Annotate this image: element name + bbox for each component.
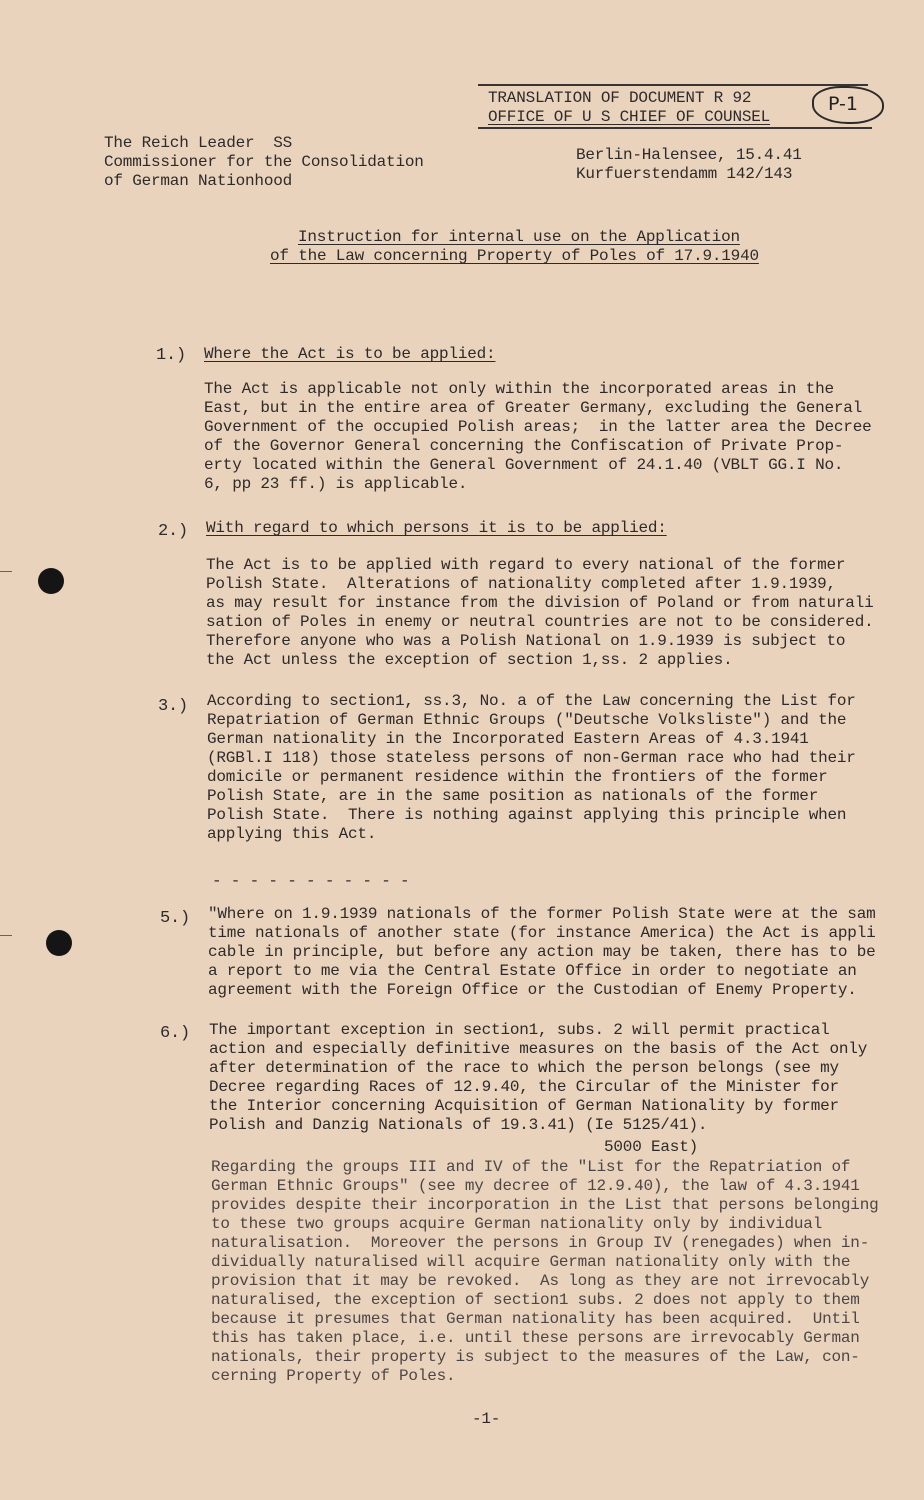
section6-para2-line: naturalisation. Moreover the persons in Group IV (renegades) when in-: [211, 1234, 870, 1252]
omission-separator: - - - - - - - - - - -: [212, 872, 410, 890]
document-title-line1: Instruction for internal use on the Application: [298, 228, 740, 246]
section3-line: Polish State, are in the same position as nationals of the former: [207, 787, 819, 805]
binder-hole-bottom: [46, 930, 72, 956]
section1-number: 1.): [156, 346, 187, 365]
section3-line: applying this Act.: [207, 825, 377, 843]
section6-number: 6.): [160, 1024, 191, 1043]
margin-tick: [0, 571, 12, 572]
section1-line: 6, pp 23 ff.) is applicable.: [204, 475, 468, 493]
section2-line: Therefore anyone who was a Polish National on 1.9.1939 is subject to: [206, 632, 846, 650]
section3-line: Repatriation of German Ethnic Groups ("Deutsche Volksliste") and the: [207, 711, 847, 729]
section6-para2-line: dividually naturalised will acquire German nationality only with the: [211, 1253, 851, 1271]
exhibit-tag: [812, 86, 884, 124]
sender-block: [104, 134, 424, 191]
sender-line1: The Reich Leader SS: [104, 134, 293, 152]
section6-line: after determination of the race to which the person belongs (see my: [209, 1059, 839, 1077]
section2-number: 2.): [158, 522, 189, 541]
exhibit-tag-text: P-1: [828, 93, 858, 115]
section1-line: erty located within the General Government of 24.1.40 (VBLT GG.I No.: [204, 456, 844, 474]
translation-header-line2: OFFICE OF U S CHIEF OF COUNSEL: [488, 108, 771, 126]
section6-line: The important exception in section1, subs. 2 will permit practical: [209, 1021, 830, 1039]
section6-reference-denominator: 5000 East): [604, 1138, 699, 1156]
section6-para2-line: to these two groups acquire German nationality only by individual: [211, 1215, 823, 1233]
section5-body: [208, 905, 876, 1000]
section6-body: [209, 1021, 867, 1135]
section6-para2-line: nationals, their property is subject to the measures of the Law, con-: [211, 1348, 860, 1366]
section6-paragraph2: [211, 1158, 879, 1386]
section6-para2-line: German Ethnic Groups" (see my decree of 12.9.40), the law of 4.3.1941: [211, 1177, 860, 1195]
section2-line: sation of Poles in enemy or neutral countries are not to be considered.: [206, 613, 874, 631]
section3-body: [207, 692, 856, 844]
sender-line3: of German Nationhood: [104, 172, 293, 190]
binder-hole-top: [38, 568, 64, 594]
section3-number: 3.): [158, 697, 189, 716]
section2-line: the Act unless the exception of section 1,ss. 2 applies.: [206, 651, 733, 669]
section2-heading: With regard to which persons it is to be applied:: [206, 519, 667, 537]
location-block: [576, 146, 802, 184]
section3-line: Polish State. There is nothing against applying this principle when: [207, 806, 847, 824]
section5-line: "Where on 1.9.1939 nationals of the former Polish State were at the sam: [208, 905, 876, 923]
section6-para2-line: naturalised, the exception of section1 subs. 2 does not apply to them: [211, 1291, 860, 1309]
location-line2: Kurfuerstendamm 142/143: [576, 165, 793, 183]
margin-tick: [0, 935, 12, 936]
section3-line: (RGBl.I 118) those stateless persons of non-German race who had their: [207, 749, 856, 767]
section3-line: domicile or permanent residence within the frontiers of the former: [207, 768, 828, 786]
section6-line: action and especially definitive measures on the basis of the Act only: [209, 1040, 868, 1058]
header-top-rule: [478, 84, 868, 86]
section1-line: Government of the occupied Polish areas; in the latter area the Decree: [204, 418, 872, 436]
section6-line: Decree regarding Races of 12.9.40, the Circular of the Minister for: [209, 1078, 839, 1096]
section5-line: a report to me via the Central Estate Office in order to negotiate an: [208, 962, 857, 980]
header-bottom-rule: [478, 127, 872, 129]
section5-line: cable in principle, but before any action may be taken, there has to be: [208, 943, 876, 961]
section2-body: [206, 556, 874, 670]
translation-header-line1: TRANSLATION OF DOCUMENT R 92: [488, 89, 752, 107]
sender-line2: Commissioner for the Consolidation: [104, 153, 424, 171]
section1-line: of the Governor General concerning the Confiscation of Private Prop-: [204, 437, 844, 455]
section3-line: German nationality in the Incorporated Eastern Areas of 4.3.1941: [207, 730, 809, 748]
section1-body: [204, 380, 872, 494]
section6-para2-line: provides despite their incorporation in the List that persons belonging: [211, 1196, 879, 1214]
section5-number: 5.): [160, 909, 191, 928]
section6-para2-line: cerning Property of Poles.: [211, 1367, 456, 1385]
section6-line: the Interior concerning Acquisition of German Nationality by former: [209, 1097, 839, 1115]
section6-para2-line: Regarding the groups III and IV of the "List for the Repatriation of: [211, 1158, 851, 1176]
section3-line: According to section1, ss.3, No. a of the Law concerning the List for: [207, 692, 856, 710]
section1-line: The Act is applicable not only within the incorporated areas in the: [204, 380, 834, 398]
section5-line: agreement with the Foreign Office or the Custodian of Enemy Property.: [208, 981, 857, 999]
section6-para2-line: because it presumes that German nationality has been acquired. Until: [211, 1310, 860, 1328]
section6-para2-line: this has taken place, i.e. until these persons are irrevocably German: [211, 1329, 860, 1347]
section2-line: The Act is to be applied with regard to every national of the former: [206, 556, 846, 574]
section6-para2-line: provision that it may be revoked. As long as they are not irrevocably: [211, 1272, 870, 1290]
page-number: -1-: [472, 1410, 501, 1428]
location-line1: Berlin-Halensee, 15.4.41: [576, 146, 802, 164]
section6-line: Polish and Danzig Nationals of 19.3.41) (Ie 5125/41).: [209, 1116, 708, 1134]
section2-line: as may result for instance from the division of Poland or from naturali: [206, 594, 874, 612]
section1-line: East, but in the entire area of Greater Germany, excluding the General: [204, 399, 863, 417]
section1-heading: Where the Act is to be applied:: [204, 345, 496, 363]
section2-line: Polish State. Alterations of nationality completed after 1.9.1939,: [206, 575, 836, 593]
section5-line: time nationals of another state (for instance America) the Act is appli: [208, 924, 876, 942]
document-title-line2: of the Law concerning Property of Poles of 17.9.1940: [270, 247, 759, 265]
